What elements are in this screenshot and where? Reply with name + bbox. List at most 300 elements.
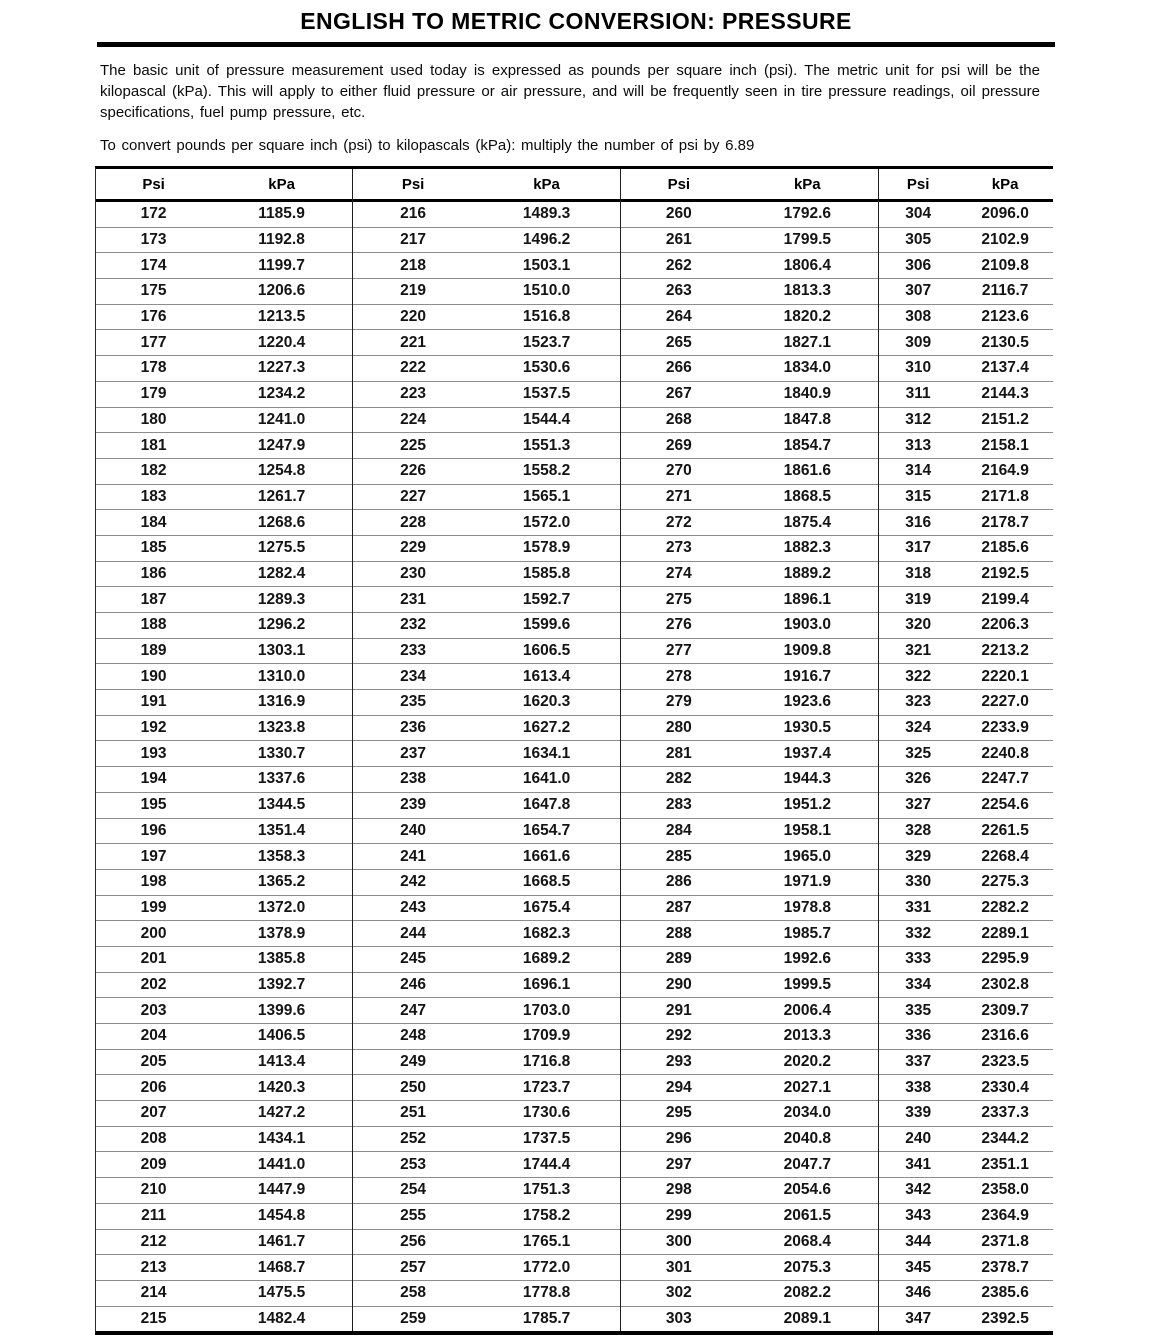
kpa-cell: 2247.7 [981, 770, 1029, 788]
psi-cell: 298 [665, 1181, 692, 1199]
psi-cell: 264 [665, 308, 692, 326]
psi-cell: 311 [905, 385, 931, 403]
table-row [353, 305, 620, 331]
psi-cell: 254 [400, 1181, 426, 1199]
kpa-cell: 1461.7 [257, 1232, 306, 1250]
psi-cell: 214 [140, 1284, 167, 1302]
psi-cell: 332 [905, 924, 932, 942]
kpa-cell: 1420.3 [257, 1078, 306, 1096]
psi-header: Psi [906, 175, 930, 193]
psi-cell: 334 [905, 975, 932, 993]
table-row [621, 1152, 878, 1178]
psi-cell: 299 [665, 1207, 692, 1225]
kpa-cell: 1661.6 [522, 847, 571, 865]
psi-cell: 232 [400, 616, 426, 634]
psi-cell: 172 [140, 205, 167, 223]
psi-cell: 240 [905, 1130, 932, 1148]
psi-cell: 330 [905, 873, 932, 891]
kpa-cell: 1606.5 [522, 642, 571, 660]
table-row [879, 279, 1053, 305]
table-row [879, 202, 1053, 228]
kpa-cell: 1358.3 [257, 847, 306, 865]
psi-cell: 288 [665, 924, 692, 942]
psi-cell: 262 [665, 256, 692, 274]
kpa-cell: 1689.2 [522, 950, 571, 968]
table-row [353, 921, 620, 947]
kpa-cell: 1847.8 [783, 410, 832, 428]
table-row [879, 613, 1053, 639]
kpa-cell: 1530.6 [522, 359, 571, 377]
psi-cell: 306 [905, 256, 932, 274]
kpa-cell: 1489.3 [522, 205, 571, 223]
psi-cell: 290 [665, 975, 692, 993]
table-row [879, 305, 1053, 331]
kpa-cell: 1834.0 [783, 359, 832, 377]
kpa-cell: 2158.1 [981, 436, 1029, 454]
psi-cell: 266 [665, 359, 692, 377]
table-row [353, 202, 620, 228]
kpa-cell: 2309.7 [981, 1001, 1029, 1019]
table-row [621, 459, 878, 485]
psi-cell: 261 [665, 231, 692, 249]
psi-cell: 192 [140, 719, 167, 737]
psi-cell: 188 [140, 616, 167, 634]
kpa-cell: 1723.7 [522, 1078, 571, 1096]
kpa-cell: 1365.2 [257, 873, 306, 891]
table-row [621, 896, 878, 922]
psi-cell: 209 [140, 1155, 167, 1173]
psi-cell: 233 [400, 642, 426, 660]
table-column-group [352, 169, 620, 1331]
table-row [96, 639, 352, 665]
table-row [96, 1307, 352, 1332]
kpa-cell: 1965.0 [783, 847, 832, 865]
kpa-header: kPa [991, 175, 1019, 193]
kpa-cell: 1654.7 [522, 821, 571, 839]
table-row [621, 1050, 878, 1076]
psi-cell: 210 [140, 1181, 167, 1199]
table-row [353, 716, 620, 742]
kpa-cell: 2227.0 [981, 693, 1029, 711]
kpa-cell: 1909.8 [783, 642, 832, 660]
kpa-cell: 1730.6 [522, 1104, 571, 1122]
psi-cell: 274 [665, 564, 692, 582]
table-row [96, 690, 352, 716]
table-row [96, 1127, 352, 1153]
psi-cell: 195 [140, 796, 167, 814]
kpa-cell: 2151.2 [981, 410, 1029, 428]
psi-cell: 287 [665, 898, 692, 916]
kpa-cell: 2089.1 [783, 1309, 832, 1327]
psi-cell: 242 [400, 873, 426, 891]
psi-cell: 272 [665, 513, 692, 531]
psi-cell: 345 [905, 1258, 932, 1276]
table-row [96, 1204, 352, 1230]
table-row [879, 485, 1053, 511]
table-row [353, 1050, 620, 1076]
psi-cell: 201 [140, 950, 167, 968]
kpa-cell: 1441.0 [257, 1155, 306, 1173]
table-row [353, 998, 620, 1024]
table-row [879, 356, 1053, 382]
table-row [879, 408, 1053, 434]
table-row [353, 408, 620, 434]
kpa-cell: 2282.2 [981, 898, 1029, 916]
table-row [96, 613, 352, 639]
title-rule [97, 42, 1055, 47]
psi-cell: 336 [905, 1027, 932, 1045]
table-row [621, 716, 878, 742]
psi-cell: 271 [665, 487, 692, 505]
psi-cell: 220 [400, 308, 426, 326]
psi-cell: 260 [665, 205, 692, 223]
kpa-header: kPa [533, 175, 560, 193]
table-row [621, 664, 878, 690]
psi-cell: 326 [905, 770, 932, 788]
psi-cell: 291 [665, 1001, 692, 1019]
table-row [621, 793, 878, 819]
psi-cell: 246 [400, 975, 426, 993]
psi-cell: 182 [140, 462, 167, 480]
table-row [879, 587, 1053, 613]
psi-cell: 224 [400, 410, 426, 428]
table-row [621, 1204, 878, 1230]
psi-cell: 268 [665, 410, 692, 428]
kpa-cell: 1599.6 [522, 616, 571, 634]
table-row [879, 896, 1053, 922]
kpa-cell: 2068.4 [783, 1232, 832, 1250]
table-row [621, 536, 878, 562]
psi-cell: 338 [905, 1078, 932, 1096]
psi-cell: 239 [400, 796, 426, 814]
kpa-cell: 1475.5 [257, 1284, 306, 1302]
kpa-cell: 1468.7 [257, 1258, 306, 1276]
psi-cell: 211 [141, 1207, 167, 1225]
psi-cell: 303 [665, 1309, 692, 1327]
kpa-cell: 1537.5 [522, 385, 571, 403]
table-row [621, 382, 878, 408]
table-row [96, 870, 352, 896]
kpa-cell: 1482.4 [257, 1309, 306, 1327]
psi-cell: 278 [665, 667, 692, 685]
psi-cell: 275 [665, 590, 692, 608]
table-row [96, 896, 352, 922]
table-row [621, 613, 878, 639]
psi-cell: 327 [905, 796, 932, 814]
kpa-cell: 2054.6 [783, 1181, 832, 1199]
kpa-cell: 1744.4 [522, 1155, 571, 1173]
psi-cell: 249 [400, 1053, 426, 1071]
kpa-cell: 2199.4 [981, 590, 1029, 608]
kpa-cell: 1427.2 [257, 1104, 306, 1122]
psi-cell: 247 [400, 1001, 426, 1019]
psi-cell: 225 [400, 436, 426, 454]
table-row [96, 973, 352, 999]
kpa-cell: 1882.3 [783, 539, 832, 557]
kpa-cell: 1765.1 [522, 1232, 571, 1250]
kpa-cell: 1199.7 [258, 256, 305, 274]
psi-header: Psi [142, 175, 165, 193]
psi-cell: 321 [905, 642, 932, 660]
kpa-cell: 2061.5 [783, 1207, 832, 1225]
psi-cell: 222 [400, 359, 426, 377]
table-row [879, 1255, 1053, 1281]
table-row [353, 819, 620, 845]
kpa-cell: 2164.9 [981, 462, 1029, 480]
table-row [879, 253, 1053, 279]
psi-cell: 331 [905, 898, 932, 916]
kpa-cell: 2289.1 [981, 924, 1029, 942]
table-row [353, 690, 620, 716]
kpa-cell: 1854.7 [783, 436, 832, 454]
document-page [0, 8, 1152, 1327]
psi-cell: 236 [400, 719, 426, 737]
kpa-cell: 1247.9 [257, 436, 306, 454]
psi-cell: 190 [140, 667, 167, 685]
table-row [353, 767, 620, 793]
kpa-cell: 2040.8 [783, 1130, 832, 1148]
psi-cell: 297 [665, 1155, 692, 1173]
psi-cell: 337 [905, 1053, 932, 1071]
kpa-cell: 1778.8 [522, 1284, 571, 1302]
table-row [879, 1204, 1053, 1230]
table-row [96, 793, 352, 819]
table-row [621, 973, 878, 999]
psi-cell: 255 [400, 1207, 426, 1225]
table-row [879, 921, 1053, 947]
kpa-cell: 1861.6 [783, 462, 832, 480]
kpa-cell: 2392.5 [981, 1309, 1029, 1327]
table-row [353, 870, 620, 896]
kpa-cell: 2378.7 [981, 1258, 1029, 1276]
kpa-cell: 1785.7 [522, 1309, 571, 1327]
kpa-cell: 2240.8 [981, 744, 1029, 762]
psi-cell: 221 [400, 333, 426, 351]
kpa-cell: 1399.6 [257, 1001, 306, 1019]
table-row [879, 459, 1053, 485]
kpa-cell: 1889.2 [783, 564, 832, 582]
psi-cell: 310 [905, 359, 932, 377]
page-title: ENGLISH TO METRIC CONVERSION: PRESSURE [300, 8, 852, 34]
table-row [621, 1024, 878, 1050]
psi-cell: 269 [665, 436, 692, 454]
psi-cell: 295 [665, 1104, 692, 1122]
psi-cell: 258 [400, 1284, 426, 1302]
kpa-cell: 1799.5 [783, 231, 832, 249]
kpa-cell: 2351.1 [981, 1155, 1029, 1173]
kpa-cell: 1613.4 [522, 667, 571, 685]
table-row [353, 1178, 620, 1204]
kpa-cell: 1903.0 [783, 616, 832, 634]
table-row [621, 330, 878, 356]
psi-cell: 283 [665, 796, 692, 814]
kpa-cell: 2233.9 [981, 719, 1029, 737]
psi-cell: 194 [140, 770, 167, 788]
psi-cell: 257 [400, 1258, 426, 1276]
table-row [96, 1024, 352, 1050]
kpa-cell: 2358.0 [981, 1181, 1029, 1199]
kpa-cell: 1634.1 [522, 744, 571, 762]
table-header-row [353, 169, 620, 202]
table-row [353, 1230, 620, 1256]
table-row [879, 947, 1053, 973]
psi-cell: 248 [400, 1027, 426, 1045]
table-row [96, 433, 352, 459]
table-row [353, 1024, 620, 1050]
kpa-cell: 1620.3 [522, 693, 571, 711]
psi-cell: 208 [140, 1130, 167, 1148]
table-row [96, 356, 352, 382]
psi-cell: 317 [905, 539, 932, 557]
table-row [353, 330, 620, 356]
psi-cell: 173 [140, 231, 167, 249]
psi-cell: 342 [905, 1181, 932, 1199]
psi-cell: 305 [905, 231, 932, 249]
psi-cell: 218 [400, 256, 426, 274]
psi-cell: 286 [665, 873, 692, 891]
kpa-cell: 1447.9 [257, 1181, 306, 1199]
kpa-cell: 2302.8 [981, 975, 1029, 993]
kpa-cell: 1372.0 [257, 898, 306, 916]
psi-cell: 231 [400, 590, 426, 608]
psi-cell: 308 [905, 308, 932, 326]
table-row [353, 1281, 620, 1307]
table-row [96, 202, 352, 228]
table-row [621, 819, 878, 845]
table-row [879, 510, 1053, 536]
psi-cell: 180 [140, 410, 167, 428]
table-row [879, 998, 1053, 1024]
psi-cell: 293 [665, 1053, 692, 1071]
kpa-cell: 1896.1 [783, 590, 832, 608]
table-row [353, 1307, 620, 1332]
psi-cell: 197 [140, 847, 167, 865]
psi-cell: 219 [400, 282, 426, 300]
table-row [353, 279, 620, 305]
table-row [353, 844, 620, 870]
psi-cell: 307 [905, 282, 932, 300]
table-row [879, 1178, 1053, 1204]
table-row [96, 998, 352, 1024]
kpa-cell: 1647.8 [522, 796, 571, 814]
kpa-cell: 1337.6 [257, 770, 306, 788]
kpa-cell: 1227.3 [257, 359, 306, 377]
psi-cell: 318 [905, 564, 932, 582]
psi-cell: 294 [665, 1078, 692, 1096]
psi-cell: 184 [140, 513, 167, 531]
psi-cell: 216 [400, 205, 426, 223]
kpa-cell: 1792.6 [783, 205, 832, 223]
table-row [621, 947, 878, 973]
table-row [621, 356, 878, 382]
psi-cell: 193 [140, 744, 167, 762]
psi-cell: 191 [140, 693, 167, 711]
table-row [96, 408, 352, 434]
psi-cell: 223 [400, 385, 426, 403]
kpa-cell: 1192.8 [258, 231, 305, 249]
psi-cell: 285 [665, 847, 692, 865]
psi-cell: 316 [905, 513, 932, 531]
kpa-cell: 1310.0 [257, 667, 306, 685]
conversion-table [95, 166, 1053, 1335]
table-row [96, 305, 352, 331]
kpa-cell: 1868.5 [783, 487, 832, 505]
table-row [96, 1101, 352, 1127]
kpa-cell: 1592.7 [522, 590, 571, 608]
psi-cell: 213 [140, 1258, 167, 1276]
kpa-cell: 1840.9 [783, 385, 832, 403]
kpa-cell: 2075.3 [783, 1258, 832, 1276]
table-row [96, 1281, 352, 1307]
table-row [96, 562, 352, 588]
psi-cell: 328 [905, 821, 932, 839]
table-column-group [878, 169, 1053, 1331]
kpa-cell: 1544.4 [522, 410, 571, 428]
kpa-cell: 1261.7 [257, 487, 306, 505]
kpa-cell: 1703.0 [522, 1001, 571, 1019]
table-row [353, 485, 620, 511]
kpa-cell: 2295.9 [981, 950, 1029, 968]
kpa-cell: 1316.9 [257, 693, 306, 711]
kpa-cell: 2171.8 [981, 487, 1029, 505]
table-row [353, 562, 620, 588]
table-row [879, 1050, 1053, 1076]
table-row [96, 819, 352, 845]
table-row [621, 741, 878, 767]
psi-cell: 329 [905, 847, 932, 865]
kpa-cell: 1330.7 [257, 744, 306, 762]
conversion-note: To convert pounds per square inch (psi) to kilopascals (kPa): multiply the number of psi by 6.89 [100, 137, 755, 154]
table-row [621, 485, 878, 511]
kpa-cell: 1344.5 [257, 796, 306, 814]
table-row [96, 1230, 352, 1256]
psi-cell: 237 [400, 744, 426, 762]
psi-cell: 324 [905, 719, 932, 737]
psi-cell: 280 [665, 719, 692, 737]
table-row [879, 767, 1053, 793]
psi-cell: 189 [140, 642, 167, 660]
table-row [621, 1281, 878, 1307]
kpa-cell: 2192.5 [981, 564, 1029, 582]
kpa-cell: 2330.4 [981, 1078, 1029, 1096]
kpa-cell: 1296.2 [257, 616, 306, 634]
psi-cell: 204 [140, 1027, 167, 1045]
kpa-cell: 1958.1 [783, 821, 832, 839]
table-row [353, 896, 620, 922]
table-row [621, 998, 878, 1024]
table-row [621, 1127, 878, 1153]
table-row [96, 510, 352, 536]
table-row [96, 1178, 352, 1204]
table-row [879, 844, 1053, 870]
table-row [621, 690, 878, 716]
table-row [96, 1050, 352, 1076]
table-row [96, 253, 352, 279]
psi-cell: 302 [665, 1284, 692, 1302]
kpa-header: kPa [793, 175, 821, 193]
kpa-cell: 1751.3 [522, 1181, 571, 1199]
psi-cell: 314 [905, 462, 932, 480]
kpa-cell: 2027.1 [783, 1078, 832, 1096]
kpa-cell: 1827.1 [783, 333, 832, 351]
psi-cell: 304 [905, 205, 932, 223]
table-row [353, 253, 620, 279]
table-row [879, 536, 1053, 562]
kpa-cell: 1303.1 [257, 642, 306, 660]
kpa-cell: 2123.6 [981, 308, 1029, 326]
psi-cell: 199 [140, 898, 167, 916]
kpa-cell: 2268.4 [981, 847, 1029, 865]
